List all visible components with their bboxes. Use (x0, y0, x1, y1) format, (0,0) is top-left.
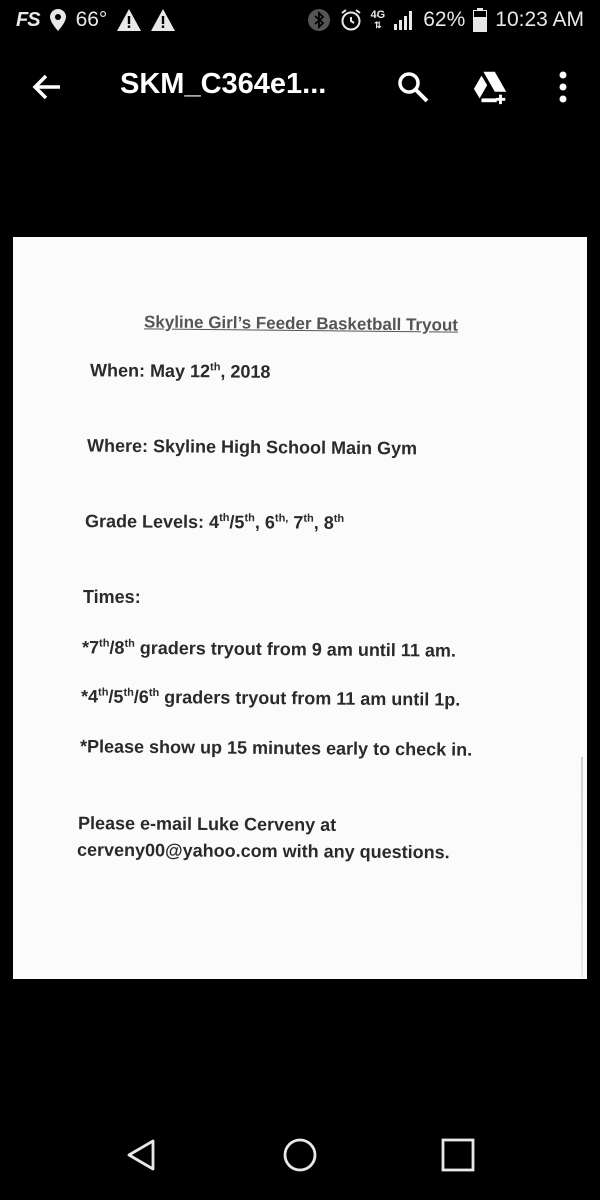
contact-line-2: cerveny00@yahoo.com with any questions. (76, 839, 450, 863)
triangle-back-icon (126, 1138, 156, 1172)
navigation-bar (0, 1110, 600, 1200)
more-options-button[interactable] (544, 68, 582, 106)
signal-icon (393, 9, 415, 31)
nav-home-button[interactable] (277, 1132, 323, 1178)
status-bar (0, 0, 600, 40)
app-bar (0, 48, 600, 128)
warning-icon (151, 9, 175, 31)
document-page (13, 237, 587, 979)
time-slot-2: *4th/5th/6th graders tryout from 11 am until 1p. (80, 686, 461, 710)
temperature: 66° (75, 8, 108, 31)
bluetooth-icon (307, 8, 331, 32)
fs-icon: FS (16, 8, 40, 31)
search-button[interactable] (394, 68, 432, 106)
alarm-icon (339, 8, 363, 32)
nav-back-button[interactable] (118, 1132, 164, 1178)
network-type: 4G ⇅ (370, 9, 386, 30)
add-to-drive-button[interactable] (472, 68, 510, 106)
contact-line-1: Please e-mail Luke Cerveny at (77, 813, 337, 835)
scan-edge-shadow (581, 757, 583, 977)
back-button[interactable] (30, 70, 64, 104)
battery-icon (473, 8, 487, 32)
location-icon (50, 9, 66, 31)
file-title: SKM_C364e1... (120, 68, 327, 100)
early-checkin-note: *Please show up 15 minutes early to check in. (79, 736, 473, 760)
grade-levels-line: Grade Levels: 4th/5th, $6^{th,}$ 7th, 8th (84, 511, 345, 533)
time-slot-1: *7th/8th graders tryout from 9 am until 11 am. (81, 637, 456, 661)
where-line: Where: Skyline High School Main Gym (86, 435, 418, 459)
drive-add-icon (472, 69, 510, 105)
document-heading: Skyline Girl’s Feeder Basketball Tryout (143, 312, 459, 335)
when-line: When: May 12th, 2018 (89, 360, 271, 382)
warning-icon (117, 9, 141, 31)
circle-home-icon (282, 1137, 318, 1173)
battery-percent: 62% (423, 8, 466, 31)
search-icon (396, 70, 430, 104)
square-recents-icon (441, 1138, 475, 1172)
arrow-left-icon (30, 70, 64, 104)
times-label: Times: (83, 587, 141, 607)
nav-recents-button[interactable] (435, 1132, 481, 1178)
clock: 10:23 AM (495, 8, 584, 31)
more-vert-icon (558, 71, 568, 103)
